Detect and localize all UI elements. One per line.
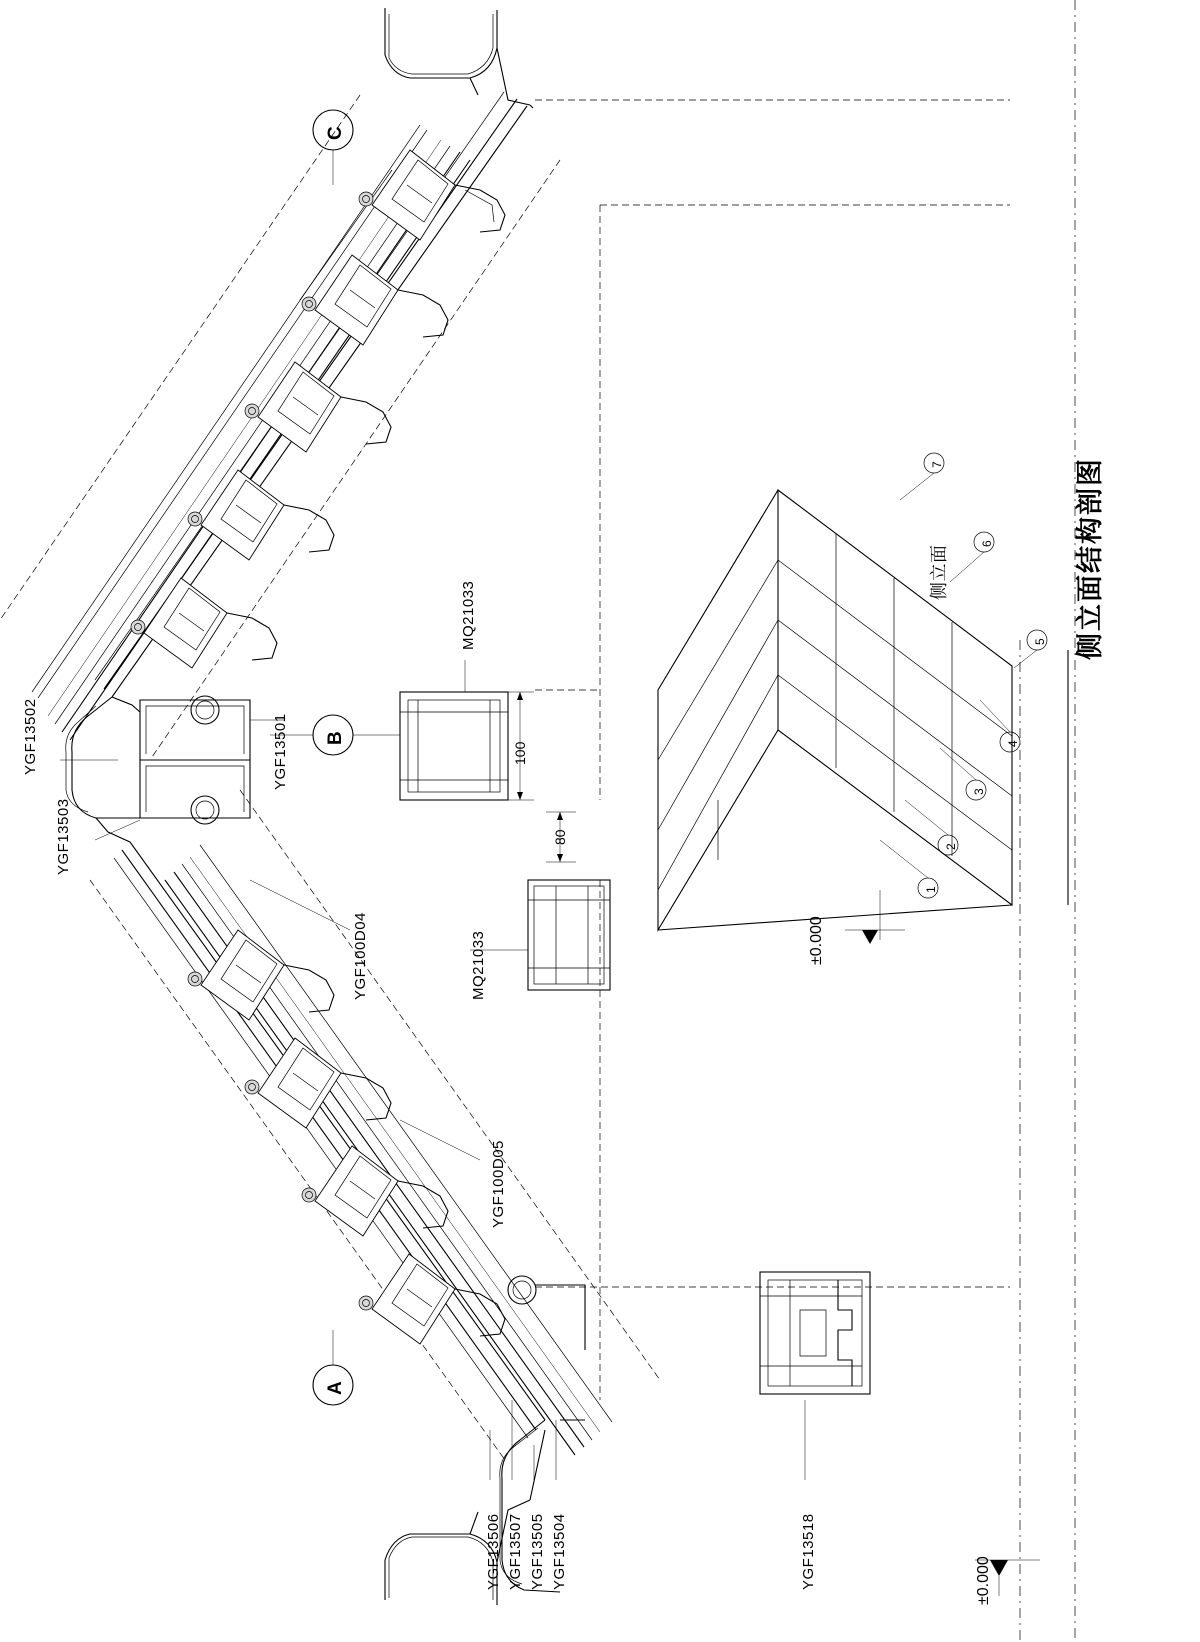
drawing-title: 侧立面结构剖图	[1075, 457, 1105, 660]
axis-lines	[535, 0, 1075, 1642]
label-mq21033-mid: MQ21033	[470, 930, 487, 1000]
label-ygf13503: YGF13503	[55, 798, 72, 875]
label-ygf100d05: YGF100D05	[490, 1140, 507, 1228]
isometric-view	[658, 490, 1012, 944]
callout-6: 6	[980, 540, 994, 547]
label-ygf13506: YGF13506	[485, 1513, 502, 1590]
elevation-label-iso: ±0.000	[808, 916, 825, 965]
callout-3: 3	[972, 788, 986, 795]
label-ygf13501: YGF13501	[272, 713, 289, 790]
dimension-100: 100	[512, 741, 528, 765]
leader-lines	[60, 660, 805, 1480]
label-ygf100d04: YGF100D04	[352, 912, 369, 1000]
callout-1: 1	[924, 886, 938, 893]
label-ygf13518: YGF13518	[800, 1513, 817, 1590]
callout-bubbles	[880, 453, 1047, 898]
callout-7: 7	[930, 461, 944, 468]
label-ygf13504: YGF13504	[551, 1513, 568, 1590]
axis-bubble-a: A	[325, 1381, 346, 1395]
apex-mullion	[66, 696, 250, 842]
vent-units-upper	[131, 150, 505, 668]
vent-units-lower	[188, 930, 505, 1344]
label-ygf13505: YGF13505	[529, 1513, 546, 1590]
axis-bubble-c: C	[325, 126, 346, 140]
elevation-label-bottom: ±0.000	[975, 1556, 992, 1605]
profile-detail-mq21033-2	[528, 812, 610, 990]
label-ygf13502: YGF13502	[22, 698, 39, 775]
callout-5: 5	[1033, 638, 1047, 645]
label-ygf13507: YGF13507	[507, 1513, 524, 1590]
label-mq21033-top: MQ21033	[460, 580, 477, 650]
callout-2: 2	[944, 843, 958, 850]
curtain-wall-section-lower	[90, 790, 660, 1605]
axis-bubble-b: B	[325, 731, 346, 745]
note-side-elevation: 侧立面	[929, 544, 949, 600]
dimension-80: 80	[552, 829, 568, 845]
profile-detail-ygf13518	[760, 1272, 870, 1394]
callout-4: 4	[1006, 740, 1020, 747]
